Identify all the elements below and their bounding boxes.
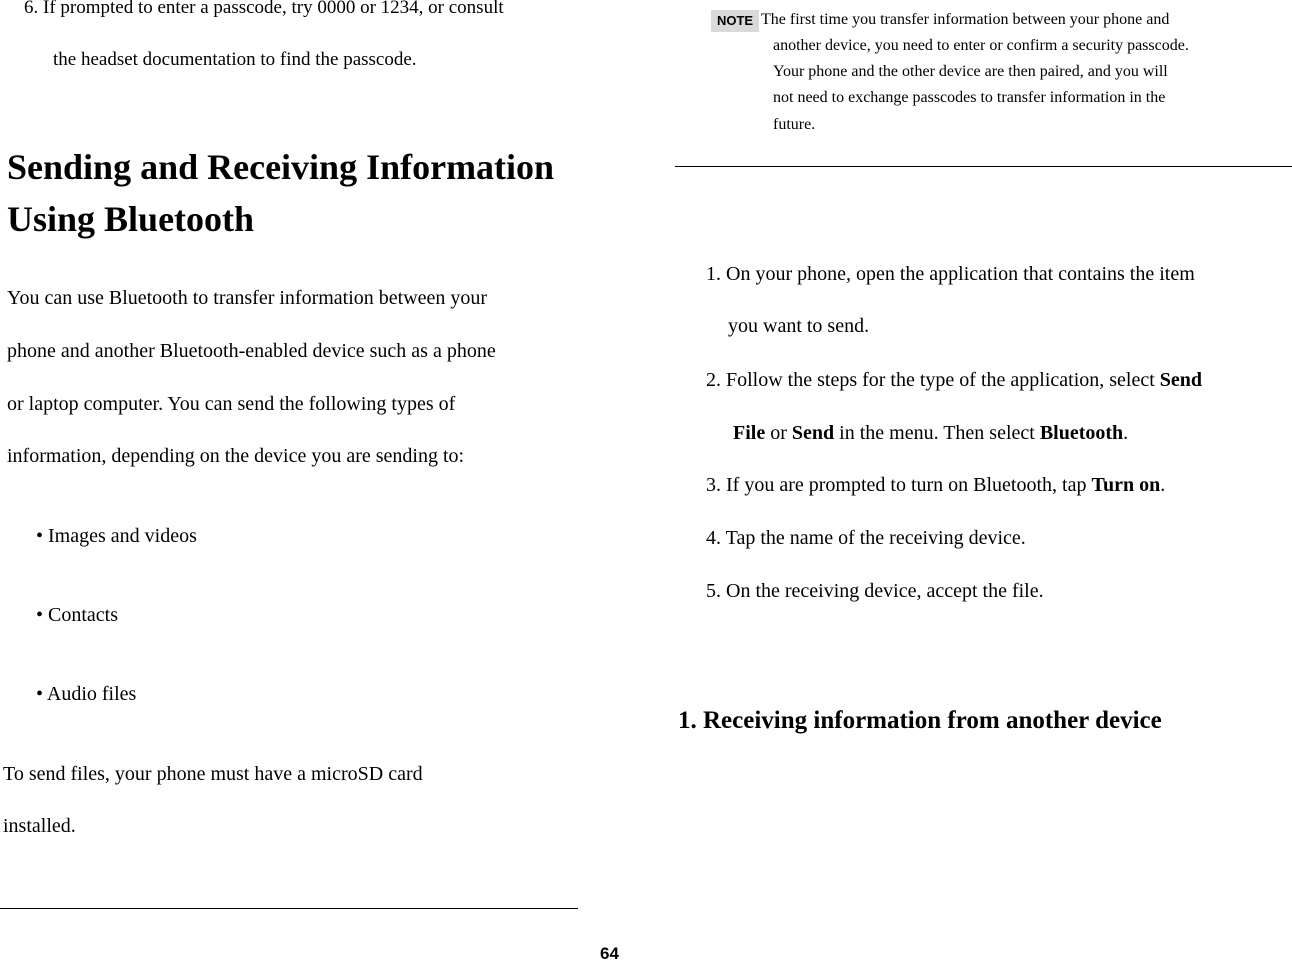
- intro-line: or laptop computer. You can send the following types of: [7, 393, 456, 415]
- bluetooth-keyword: Bluetooth: [1039, 422, 1124, 444]
- send-step-1-line-1: 1. On your phone, open the application that contains the item: [706, 263, 1195, 285]
- note-line: Your phone and the other device are then paired, and you will: [773, 63, 1168, 80]
- intro-line: phone and another Bluetooth-enabled device such as a phone: [7, 340, 496, 362]
- footer-divider: [0, 908, 578, 909]
- note-divider: [675, 166, 1292, 167]
- send-step-4: 4. Tap the name of the receiving device.: [706, 527, 1026, 549]
- turn-on-keyword: Turn on: [1091, 474, 1161, 496]
- page-number: 64: [600, 944, 619, 963]
- bullet-item-images-videos: • Images and videos: [36, 525, 197, 547]
- send-step-2-line-1: [706, 369, 1202, 392]
- send-keyword: Send: [1159, 369, 1203, 391]
- send-keyword: Send: [791, 422, 835, 444]
- bullet-item-audio-files: • Audio files: [36, 683, 137, 705]
- step-6-line-1: 6. If prompted to enter a passcode, try 0000 or 1234, or consult: [24, 0, 504, 18]
- note-line: The first time you transfer information between your phone and: [761, 11, 1170, 28]
- receiving-subheading: 1. Receiving information from another device: [678, 707, 1162, 734]
- note-line: future.: [773, 116, 816, 133]
- intro-line: You can use Bluetooth to transfer information between your: [7, 287, 488, 309]
- send-step-1-line-2: you want to send.: [728, 315, 870, 337]
- note-line: another device, you need to enter or confirm a security passcode.: [773, 37, 1189, 54]
- send-step-3: [706, 474, 1165, 497]
- note-line: not need to exchange passcodes to transfer information in the: [773, 89, 1166, 106]
- requirement-line-1: To send files, your phone must have a microSD card: [3, 763, 423, 785]
- bullet-item-contacts: • Contacts: [36, 604, 118, 626]
- step-6-line-2: the headset documentation to find the passcode.: [53, 49, 417, 70]
- step-2-text: or: [765, 422, 792, 444]
- file-keyword: File: [733, 422, 766, 444]
- send-step-5: 5. On the receiving device, accept the file.: [706, 580, 1044, 602]
- step-2-text: in the menu. Then select: [834, 422, 1040, 444]
- step-3-text: 3. If you are prompted to turn on Bluetooth, tap: [706, 474, 1092, 496]
- send-step-2-line-2: [733, 422, 1128, 445]
- note-label: NOTE: [711, 10, 759, 32]
- requirement-line-2: installed.: [3, 815, 76, 837]
- section-heading: Sending and Receiving Information Using Bluetooth: [7, 147, 555, 239]
- step-2-text: .: [1123, 422, 1129, 444]
- step-2-text: 2. Follow the steps for the type of the application, select: [706, 369, 1160, 391]
- step-3-text: .: [1160, 474, 1166, 496]
- intro-line: information, depending on the device you are sending to:: [7, 445, 465, 467]
